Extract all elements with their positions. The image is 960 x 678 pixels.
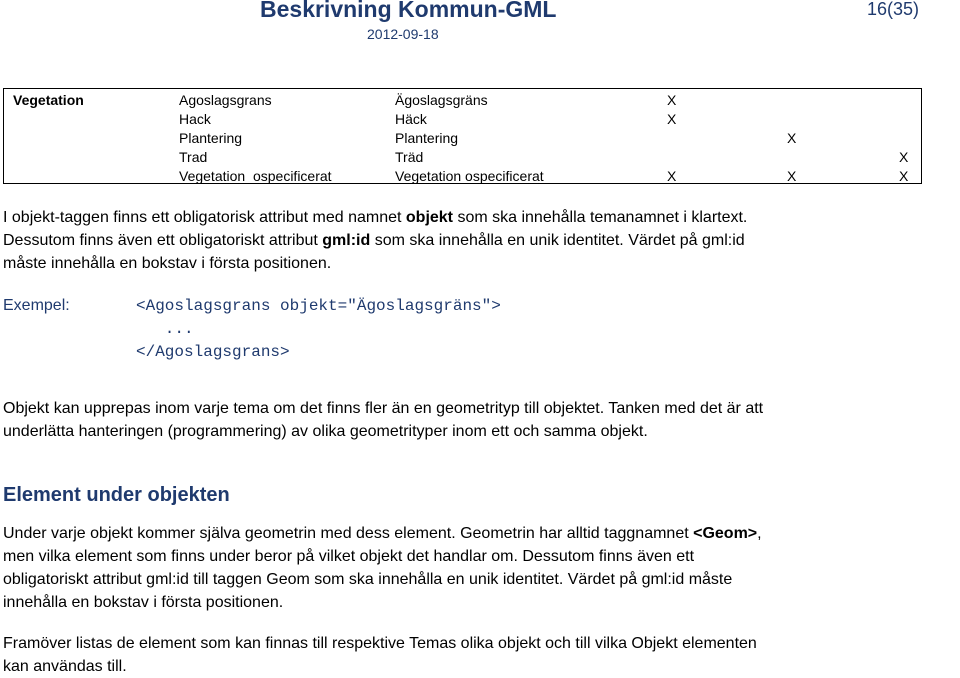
table-cell-label: Ägoslagsgräns <box>395 92 488 108</box>
table-cell-mark: X <box>787 130 797 146</box>
code-line-close-tag: </Agoslagsgrans> <box>136 343 290 361</box>
code-line-open-tag: <Agoslagsgrans objekt="Ägoslagsgräns"> <box>136 297 501 315</box>
table-cell-mark: X <box>667 168 677 184</box>
paragraph-line: underlätta hanteringen (programmering) av olika geometrityper inom ett och samma objekt. <box>3 423 648 440</box>
section-heading: Element under objekten <box>3 484 230 506</box>
table-cell-mark: X <box>899 168 909 184</box>
bold-term: <Geom> <box>693 525 758 542</box>
paragraph-line <box>3 522 915 545</box>
table-cell-label: Häck <box>395 111 427 127</box>
table-cell-label: Vegetation ospecificerat <box>395 168 544 184</box>
table-cell-name: Hack <box>179 111 211 127</box>
text-run: som ska innehålla en unik identitet. Värdet på gml:id <box>370 232 745 249</box>
paragraph-line: kan användas till. <box>3 658 127 675</box>
table-cell-name: Vegetation_ospecificerat <box>179 168 332 184</box>
table-cell-label: Träd <box>395 149 424 165</box>
paragraph-objekt-attribute <box>3 206 915 275</box>
paragraph-line: måste innehålla en bokstav i första positionen. <box>3 255 332 272</box>
document-date: 2012-09-18 <box>367 26 439 42</box>
table-cell-name: Trad <box>179 149 208 165</box>
text-run: , <box>757 525 762 542</box>
text-run: som ska innehålla temanamnet i klartext. <box>453 209 748 226</box>
paragraph-listing-intro <box>3 632 915 678</box>
table-cell-mark: X <box>787 168 797 184</box>
example-label: Exempel: <box>3 297 70 314</box>
bold-term: gml:id <box>322 232 371 249</box>
table-cell-name: Agoslagsgrans <box>179 92 272 108</box>
paragraph-repetition <box>3 397 915 443</box>
page-number: 16(35) <box>867 0 920 19</box>
table-cell-label: Plantering <box>395 130 459 146</box>
text-run: Dessutom finns även ett obligatoriskt attribut <box>3 232 323 249</box>
paragraph-line: men vilka element som finns under beror på vilket objekt det handlar om. Dessutom finns även ett <box>3 548 695 565</box>
paragraph-line: Framöver listas de element som kan finnas till respektive Temas olika objekt och till vilka Objekt elementen <box>3 635 757 652</box>
bold-term: objekt <box>405 209 454 226</box>
vegetation-table <box>3 88 922 184</box>
paragraph-line <box>3 206 915 229</box>
text-run: I objekt-taggen finns ett obligatorisk attribut med namnet <box>3 209 406 226</box>
paragraph-line: Objekt kan upprepas inom varje tema om det finns fler än en geometrityp till objektet. Tanken med det är att <box>3 400 764 417</box>
paragraph-geometry <box>3 522 915 614</box>
text-run: Under varje objekt kommer själva geometrin med dess element. Geometrin har alltid taggnamnet <box>3 525 694 542</box>
table-group-label: Vegetation <box>13 92 84 108</box>
paragraph-line: innehålla en bokstav i första positionen. <box>3 594 284 611</box>
paragraph-line <box>3 229 915 252</box>
table-cell-mark: X <box>667 92 677 108</box>
paragraph-line: obligatoriskt attribut gml:id till taggen Geom som ska innehålla en unik identitet. Värdet på gml:id måste <box>3 571 733 588</box>
table-cell-mark: X <box>667 111 677 127</box>
document-title: Beskrivning Kommun-GML <box>260 0 557 22</box>
table-cell-name: Plantering <box>179 130 243 146</box>
code-line-ellipsis: ... <box>136 320 194 338</box>
table-cell-mark: X <box>899 149 909 165</box>
